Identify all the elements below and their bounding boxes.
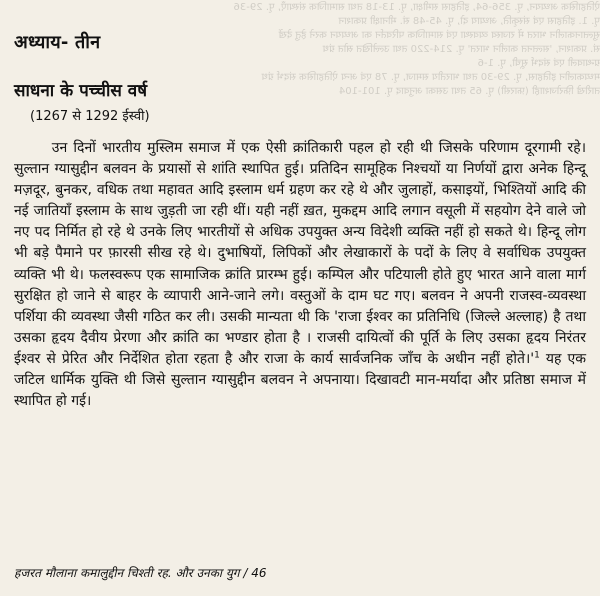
paragraph-text-end: यह एक जटिल धार्मिक युक्ति थी जिसे सुल्तान ग्यासुद्दीन बलवन ने अपनाया। दिखावटी मान-मर्यादा और प्रतिष्ठा समाज में स्थापित हो गई। xyxy=(14,350,587,410)
running-footer: हजरत मौलाना कमालुद्दीन चिश्ती रह. और उनका युग / 46 xyxy=(14,566,267,580)
chapter-title: साधना के पच्चीस वर्ष xyxy=(14,81,148,101)
show-through-text: ऐतिहासिक अध्ययन, पृ. 356-64, इतिहास समीक्षा, पृ. 13-18 तथा सामाजिक संस्थाएँ, पृ. 29-36 पृ. 1. इतिहास एवं संस्कृति, अध्याय दो, पृ. 45-48 सं. मीनाक्षी प्रकाशन सुल्तानकालीन भारत में राजस्व व्यवस्था एवं सामाजिक परिवर्तन का अध्ययन करने हेतु देखें सं. प्रकाशन, 'सल्तनत कालीन भारत' पृ. 214-220 तथा उल्लेखित स्रोत ग्रंथ ग्रन्थावली एवं संदर्भ सूची, पृ. 1-6 मध्यकालीन इतिहास, पृ. 29-30 तथा भारतीय समाज, पृ. 78 एवं अन्य ऐतिहासिक संदर्भ ग्रंथ तारीखे फ़िरोजशाही (फ़ारसी) पृ. 65 तथा उसका अनुवाद पृ. 101-104 xyxy=(233,2,600,97)
paragraph-text: उन दिनों भारतीय मुस्लिम समाज में एक ऐसी क्रांतिकारी पहल हो रही थी जिसके परिणाम दूरगामी रहे। सुल्तान ग्यासुद्दीन बलवन के प्रयासों से शांति स्थापित हुई। प्रतिदिन सामूहिक निश्चयों या निर्णयों द्वारा अनेक हिन्दू मज़दूर, बुनकर, वधिक तथा महावत आदि इस्लाम धर्म ग्रहण कर रहे थे और जुलाहों, कसाइयों, भिश्तियों आदि की नई जातियाँ इस्लाम के साथ जुड़ती जा रही थीं। यही नहीं ख़त, मुकद्दम आदि लगान वसूली में सहयोग देने वाले जो नए पद निर्मित हो रहे थे उनके लिए भारतीयों से अधिक उपयुक्त अन्य विदेशी व्यक्ति नहीं हो सकते थे। हिन्दू लोग भी बड़े पैमाने पर फ़ारसी सीख रहे थे। दुभाषियों, लिपिकों और लेखाकारों के पदों के लिए वे सर्वाधिक उपयुक्त व्यक्ति भी थे। फलस्वरूप एक सामाजिक क्रांति प्रारम्भ हुई। कम्पिल और पटियाली होते हुए भारत आने वाला मार्ग सुरक्षित हो जाने से बाहर के व्यापारी आने-जाने लगे। वस्तुओं के दाम घट गए। बलवन ने अपनी राजस्व-व्यवस्था पर्शिया की व्यवस्था जैसी गठित कर ली। उसकी मान्यता थी कि 'राजा ईश्वर का प्रतिनिधि (जिल्ले अल्लाह) है तथा उसका हृदय दैवीय प्रेरणा और क्रांति का भण्डार होता है । राजसी दायित्वों की पूर्ति के लिए उसका हृदय निरंतर ईश्वर से प्रेरित और निर्देशित होता रहता है और राजा के कार्य सार्वजनिक जाँच के अधीन नहीं होते।' xyxy=(14,140,586,367)
footnote-marker: 1 xyxy=(534,350,540,361)
body-paragraph xyxy=(14,138,586,412)
chapter-heading: अध्याय- तीन xyxy=(14,32,101,53)
chapter-years: (1267 से 1292 ईस्वी) xyxy=(30,109,150,124)
